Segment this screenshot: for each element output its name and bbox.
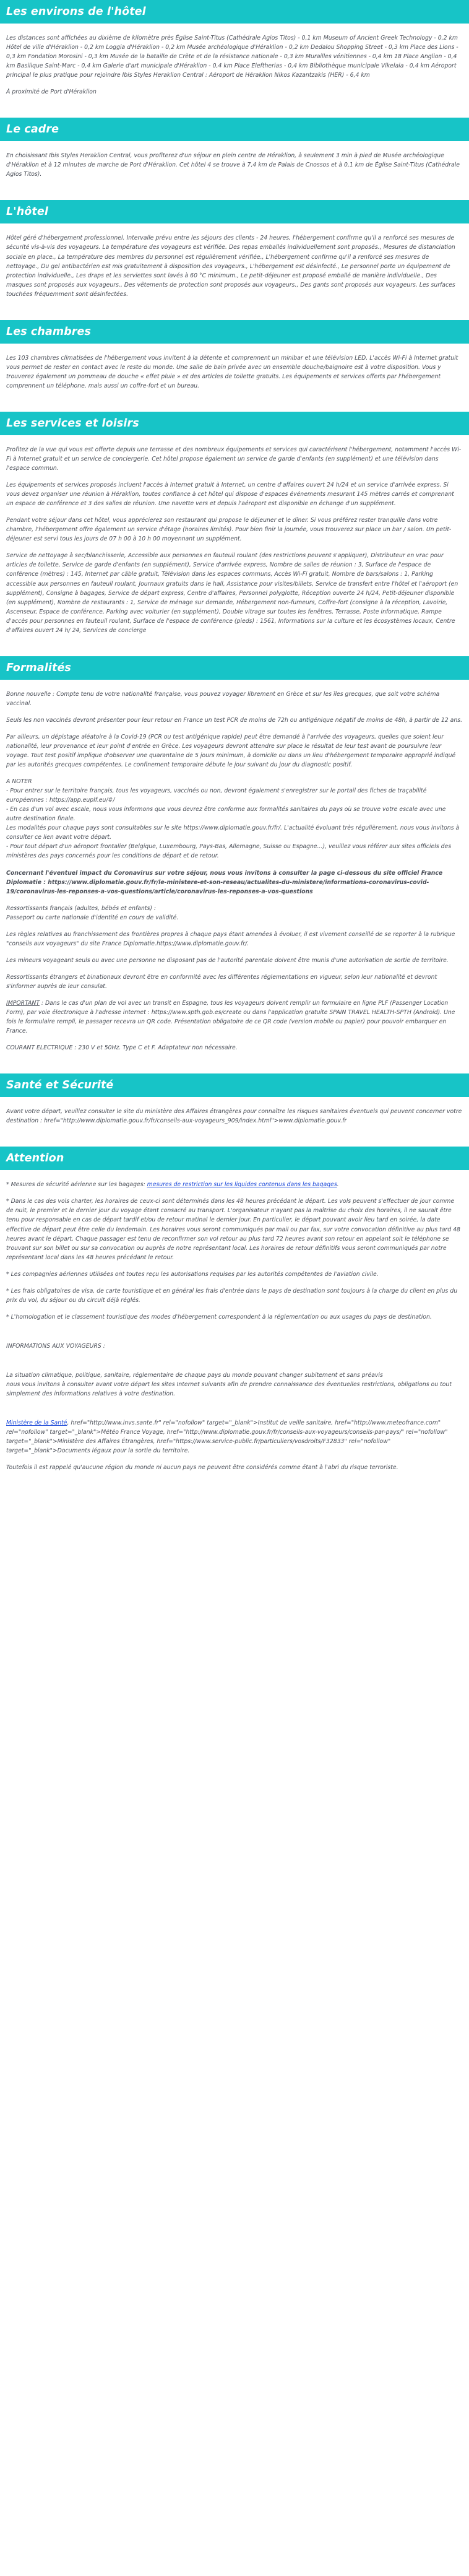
section-title-hotel: L'hôtel [0,200,469,223]
section-body-sante [0,1097,469,1125]
section-sante [0,1073,469,1125]
formalites-note-line: - Pour entrer sur le territoire français, tous les voyageurs, vaccinés ou non, devront également s'enregistrer sur le portail des fiches de traçabilité européennes : https://app.euplf.eu/#/ [6,787,427,804]
formalites-note-title: A NOTER [6,778,32,786]
attention-links-text: , href="http://www.invs.sante.fr" rel="nofollow" target="_blank">Institut de veille sanitaire, href="http://www.meteofrance.com" rel="nofollow" target="_blank">Météo France Voyage, href="http://www.diplomatie.gouv.fr/fr/conseils-aux-voyageurs/conseils-par-pays/" rel="nofollow" target="_blank">Ministère des Affaires Étrangères, href="https://www.service-public.fr/particuliers/vosdroits/F32833" rel="nofollow" target="_blank">Documents légaux pour la sortie du territoire. [6,1420,448,1455]
formalites-mineurs-text: Les mineurs voyageant seuls ou avec une personne ne disposant pas de l'autorité parentale doivent être munis d'une autorisation de sortie de territoire. [6,956,449,964]
section-environs [0,0,469,97]
chambres-text: Les 103 chambres climatisées de l'hébergement vous invitent à la détente et comprennent un minibar et une télévision LED. L'accès Wi-Fi à Internet gratuit vous permet de rester en contact avec le reste du monde. Une salle de bain privée avec un ensemble douche/baignoire est à votre disposition. Vous y trouverez également un pommeau de douche « effet pluie » et des articles de toilette gratuits. Les équipements et services offerts par l'hébergement comprennent un téléphone, mais aussi un coffre-fort et un bureau. [6,354,458,389]
spacer [6,1406,463,1418]
attention-links [6,1418,463,1455]
section-hotel [0,200,469,298]
formalites-etrangers-text: Ressortissants étrangers et binationaux devront être en conformité avec les différentes réglementations en vigueur, selon leur nationalité et devront s'informer auprès de leur consulat. [6,973,437,990]
attention-homologation-text: * L'homologation et le classement touristique des modes d'hébergement correspondent à la réglementation ou aux usages du pays de destination. [6,1313,432,1321]
section-chambres [0,320,469,391]
attention-baggage [6,1180,463,1189]
formalites-note-line: Les modalités pour chaque pays sont consultables sur le site https://www.diplomatie.gouv.fr/fr/. L'actualité évoluant très régulièrement, nous vous invitons à consulter ce lien avant votre départ. [6,825,460,841]
section-body-cadre [0,141,469,179]
section-body-environs [0,24,469,97]
attention-airlines-text: * Les compagnies aériennes utilisées ont toutes reçu les autorisations requises par les autorités compétentes de l'aviation civile. [6,1270,379,1278]
spacer [6,1358,463,1371]
section-services [0,412,469,635]
section-title-services: Les services et loisirs [0,412,469,435]
section-title-cadre: Le cadre [0,118,469,141]
attention-fees-text: * Les frais obligatoires de visa, de carte touristique et en général les frais d'entrée dans le pays de destination sont toujours à la charge du client en plus du prix du vol, du séjour ou du circuit déjà réglés. [6,1287,458,1304]
spacer [6,1329,463,1342]
liquids-restriction-link[interactable]: mesures de restriction sur les liquides contenus dans les bagages [147,1181,337,1189]
section-attention [0,1147,469,1472]
formalites-text-2: Seuls les non vaccinés devront présenter pour leur retour en France un test PCR de moins de 72h ou antigénique négatif de moins de 48h, à partir de 12 ans. [6,716,463,724]
hotel-text: Hôtel géré d'hébergement professionnel. Intervalle prévu entre les séjours des clients - 24 heures, l'hébergement confirme qu'il a renforcé ses mesures de sécurité vis-à-vis des voyageurs. La température des voyageurs est vérifiée. Des repas emballés individuellement sont proposés., Mesures de distanciation sociale en place., La température des membres du personnel est régulièrement vérifiée., L'hébergement confirme qu'il a renforcé ses mesures de nettoyage., Du gel antibactérien est mis gratuitement à disposition des voyageurs., L'hébergement est désinfecté., Le personnel porte un équipement de protection individuelle., Les draps et les serviettes sont lavés à 60 °C minimum., Le petit-déjeuner est proposé emballé de manière individuelle., Des masques sont proposés aux voyageurs., Des vêtements de protection sont proposés aux voyageurs., Des gants sont proposés aux voyageurs. Les surfaces touchées fréquemment sont désinfectées. [6,235,455,298]
services-amenities-list: Service de nettoyage à sec/blanchisserie, Accessible aux personnes en fauteuil roulant (des restrictions peuvent s'appliquer), Distributeur en vrac pour articles de toilette, Service de garde d'enfants (en supplément), Service d'arrivée express, Nombre de salles de réunion : 3, Surface de l'espace de conférence (mètres) : 145, Internet par câble gratuit, Télévision dans les espaces communs, Accès Wi-Fi gratuit, Nombre de bars/salons : 1, Parking accessible aux personnes en fauteuil roulant, Journaux gratuits dans le hall, Assistance pour visites/billets, Service de transfert entre l'hôtel et l'aéroport (en supplément), Consigne à bagages, Service de départ express, Centre d'affaires, Personnel polyglotte, Réception ouverte 24 h/24, Petit-déjeuner disponible (en supplément), Nombre de restaurants : 1, Service de ménage sur demande, Hébergement non-fumeurs, Coffre-fort (consigne à la réception, Lavoirie, Ascenseur, Espace de conférence, Parking avec voiturier (en supplément), Double vitrage sur toutes les fenêtres, Terrasse, Poste informatique, Rampe d'accès pour personnes en fauteuil roulant, Surface de l'espace de conférence (pieds) : 1561, Informations sur la culture et les écosystèmes locaux, Centre d'affaires ouvert 24 h/ 24, Services de concierge [6,552,458,634]
formalites-text-1: Bonne nouvelle : Compte tenu de votre nationalité française, vous pouvez voyager librement en Grèce et sur les îles grecques, que soit votre schéma vaccinal. [6,690,440,707]
services-text-3: Pendant votre séjour dans cet hôtel, vous apprécierez son restaurant qui propose le déjeuner et le dîner. Si vous préférez rester tranquille dans votre chambre, l'hébergement offre également un service d'étage (horaires limités). Pour bien finir la journée, vous trouverez sur place un bar / salon. Un petit-déjeuner est servi tous les jours de 07 h 00 à 10 h 00 moyennant un supplément. [6,517,452,543]
formalites-regles-text: Les règles relatives au franchissement des frontières propres à chaque pays étant amenées à évoluer, il est vivement conseillé de se reporter à la rubrique "conseils aux voyageurs" du site France Diplomatie.https://www.diplomatie.gouv.fr/. [6,930,455,947]
formalites-ressortissants-text: Ressortissants français (adultes, bébés et enfants) : Passeport ou carte nationale d'identité en cours de validité. [6,904,179,921]
environs-distances-text: Les distances sont affichées au dixième de kilomètre près Église Saint-Titus (Cathédrale Agios Titos) - 0,1 km Museum of Ancient Greek Technology - 0,2 km Hôtel de ville d'Héraklion - 0,2 km Loggia d'Héraklion - 0,2 km Musée archéologique d'Héraklion - 0,2 km Dedalou Shopping Street - 0,3 km Place des Lions - 0,3 km Fondation Morosini - 0,3 km Musée de la bataille de Crète et de la résistance nationale - 0,3 km Murailles vénitiennes - 0,4 km 18 Place Anglion - 0,4 km Basilique Saint-Marc - 0,4 km Galerie d'art municipale d'Héraklion - 0,4 km Place Eleftherias - 0,4 km Bibliothèque municipale Vikelaia - 0,4 km Aéroport principal le plus pratique pour rejoindre Ibis Styles Heraklion Central : Aéroport de Héraklion Nikos Kazantzakis (HER) - 6,4 km [6,35,458,79]
cadre-text: En choisissant Ibis Styles Heraklion Central, vous profiterez d'un séjour en plein centre de Héraklion, à seulement 3 min à pied de Musée archéologique d'Héraklion et à 12 minutes de marche de Port d'Héraklion. Cet hôtel 4 se trouve à 7,4 km de Palais de Cnossos et à 0,1 km de Église Saint-Titus (Cathédrale Agios Titos). [6,152,460,178]
attention-situation-text: La situation climatique, politique, sanitaire, réglementaire de chaque pays du monde pouvant changer subitement et sans préavis nous vous invitons à consulter avant votre départ les sites Internet suivants afin de prendre connaissance des éventuelles restrictions, obligations ou tout simplement des informations relatives à votre destination. [6,1371,452,1398]
formalites-text-3: Par ailleurs, un dépistage aléatoire à la Covid-19 (PCR ou test antigénique rapide) peut être demandé à l'arrivée des voyageurs, quelles que soient leur nationalité, leur provenance et leur point d'entrée en Grèce. Les voyageurs devront attendre sur place le résultat de leur test avant de poursuivre leur voyage. Tout test positif implique d'observer une quarantaine de 5 jours minimum, à domicile ou dans un lieu d'hébergement temporaire approprié indiqué par les autorités grecques compétentes. Le confinement temporaire débute le jour suivant du jour du diagnostic positif. [6,733,456,769]
section-title-attention: Attention [0,1147,469,1170]
formalites-important [6,999,463,1036]
attention-terrorism-text: Toutefois il est rappelé qu'aucune région du monde ni aucun pays ne peuvent être considérés comme étant à l'abri du risque terroriste. [6,1464,398,1472]
attention-charter-text: * Dans le cas des vols charter, les horaires de ceux-ci sont déterminés dans les 48 heures précédant le départ. Les vols peuvent s'effectuer de jour comme de nuit, le premier et le dernier jour du voyage étant consacré au transport. L'organisateur n'ayant pas la maîtrise du choix des horaires, il ne saurait être tenu pour responsable en cas de départ tardif et/ou de retour matinal le dernier jour. En particulier, le départ pouvant avoir lieu tard en soirée, la date effective de départ peut être celle du lendemain. Les horaires vous seront communiqués par mail ou par fax, sur votre convocation définitive au plus tard 48 heures avant le départ. Chaque passager est tenu de reconfirmer son vol retour au plus tard 72 heures avant son retour en appelant soit le téléphone se trouvant sur son billet ou sur sa convocation ou auprès de notre représentant local. Les horaires de retour définitifs vous seront communiqués par notre représentant local dans les 48 heures précédant le retour. [6,1198,460,1261]
attention-baggage-suffix: . [337,1181,339,1189]
formalites-note [6,777,463,861]
section-formalites [0,656,469,1052]
services-text-1: Profitez de la vue qui vous est offerte depuis une terrasse et des nombreux équipements et services qui caractérisent l'hébergement, notamment l'accès Wi-Fi à Internet gratuit et un service de conciergerie. Cet hôtel propose également un service de garde d'enfants (en supplément) et une télévision dans l'espace commun. [6,446,462,472]
ministere-sante-link[interactable]: Ministère de la Santé [6,1420,67,1427]
section-title-formalites: Formalités [0,656,469,680]
formalites-courant-text: COURANT ELECTRIQUE : 230 V et 50Hz. Type C et F. Adaptateur non nécessaire. [6,1044,238,1052]
section-body-hotel [0,223,469,298]
services-text-2: Les équipements et services proposés incluent l'accès à Internet gratuit à Internet, un centre d'affaires ouvert 24 h/24 et un service d'arrivée express. Si vous devez organiser une réunion à Héraklion, toutes confiance à cet hôtel qui dispose d'espaces événements mesurant 145 mètres carrés et comprenant un espace de conférence et 3 des salles de réunion. Une navette vers et depuis l'aéroport est disponible en échange d'un supplément. [6,482,454,508]
sante-text: Avant votre départ, veuillez consulter le site du ministère des Affaires étrangères pour connaître les risques sanitaires éventuels qui peuvent concerner votre destination : href="http://www.diplomatie.gouv.fr/fr/conseils-aux-voyageurs_909/index.html">www.diplomatie.gouv.fr [6,1108,462,1125]
formalites-note-line: - En cas d'un vol avec escale, nous vous informons que vous devrez être conforme aux formalités sanitaires du pays où se trouve votre escale avec une autre destination finale. [6,806,446,823]
important-text: : Dans le cas d'un plan de vol avec un transit en Espagne, tous les voyageurs doivent remplir un formulaire en ligne PLF (Passenger Location Form), par voie électronique à l'adresse internet : https://www.spth.gob.es/create ou dans l'application gratuite SPAIN TRAVEL HEALTH-SPTH (Android). Une fois le formulaire rempli, le passager recevra un QR code. Présentation obligatoire de ce QR code (version mobile ou papier) pour pouvoir embarquer en France. [6,1000,455,1035]
formalites-note-line: - Pour tout départ d'un aéroport frontalier (Belgique, Luxembourg, Pays-Bas, Allemagne, Suisse ou Espagne...), veuillez vous référer aux sites officiels des ministères des pays concernés pour les conditions de départ et de retour. [6,843,452,860]
section-body-services [0,435,469,635]
section-title-chambres: Les chambres [0,320,469,344]
section-body-attention [0,1170,469,1472]
environs-proximity-text: À proximité de Port d'Héraklion [6,89,97,96]
section-title-sante: Santé et Sécurité [0,1073,469,1097]
important-label: IMPORTANT [6,1000,40,1007]
section-cadre [0,118,469,179]
section-body-chambres [0,344,469,391]
attention-baggage-prefix: * Mesures de sécurité aérienne sur les bagages: [6,1181,147,1189]
section-body-formalites [0,680,469,1052]
formalites-coronavirus-text: Concernant l'éventuel impact du Coronavirus sur votre séjour, nous vous invitons à consulter la page ci-dessous du site officiel France Diplomatie : https://www.diplomatie.gouv.fr/fr/le-ministere-et-son-reseau/actualites-du-ministere/informations-coronavirus-covid-19/coronavirus-les-reponses-a-vos-questions/article/coronavirus-les-reponses-a-vos-questions [6,869,443,895]
section-title-environs: Les environs de l'hôtel [0,0,469,24]
attention-info-heading: INFORMATIONS AUX VOYAGEURS : [6,1342,105,1350]
